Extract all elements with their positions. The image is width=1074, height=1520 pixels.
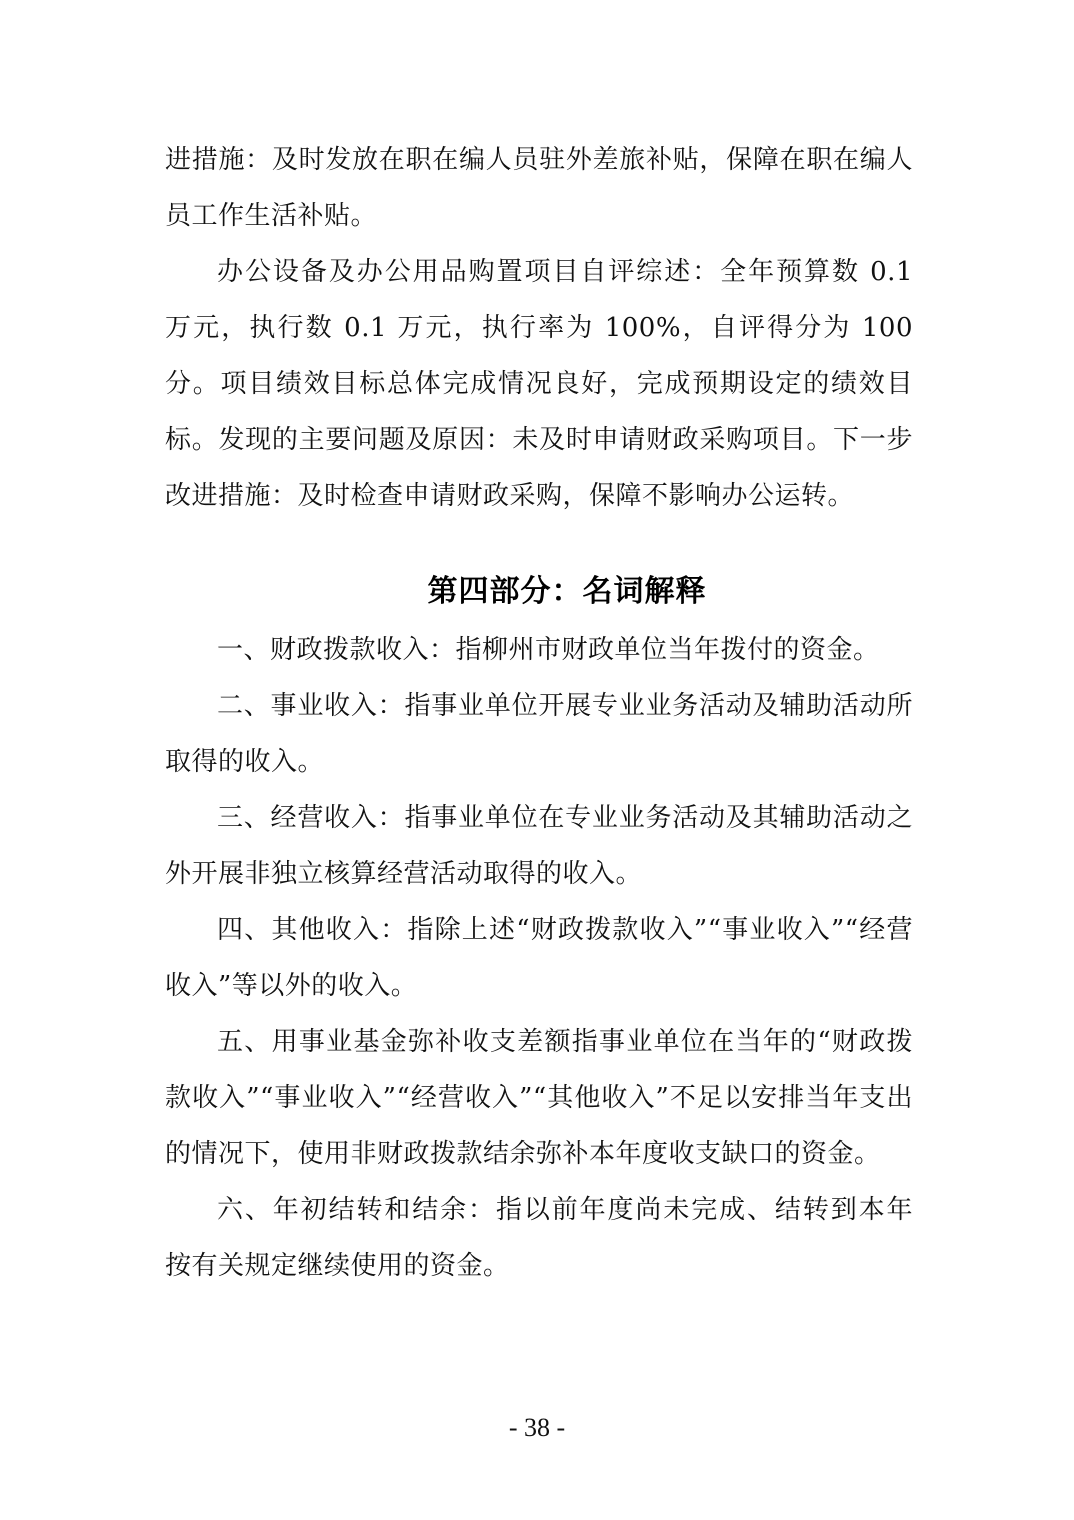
paragraph-continuation: 进措施：及时发放在职在编人员驻外差旅补贴，保障在职在编人员工作生活补贴。 <box>165 145 913 231</box>
definition-item-5: 五、用事业基金弥补收支差额指事业单位在当年的“财政拨款收入”“事业收入”“经营收入”“其他收入”不足以安排当年支出的情况下，使用非财政拨款结余弥补本年度收支缺口的资金。 <box>165 1027 913 1169</box>
definition-item-4: 四、其他收入：指除上述“财政拨款收入”“事业收入”“经营收入”等以外的收入。 <box>165 915 913 1001</box>
definition-item-3: 三、经营收入：指事业单位在专业业务活动及其辅助活动之外开展非独立核算经营活动取得的收入。 <box>165 803 913 889</box>
page-number: - 38 - <box>508 1413 566 1442</box>
page-content <box>165 132 913 1294</box>
paragraph-office-equipment-review: 办公设备及办公用品购置项目自评综述：全年预算数 0.1 万元，执行数 0.1 万元，执行率为 100%，自评得分为 100 分。项目绩效目标总体完成情况良好，完成预期设定的绩效目标。发现的主要问题及原因：未及时申请财政采购项目。下一步改进措施：及时检查申请财政采购，保障不影响办公运转。 <box>165 257 913 511</box>
definition-item-1: 一、财政拨款收入：指柳州市财政单位当年拨付的资金。 <box>217 635 880 665</box>
section-heading: 第四部分：名词解释 <box>427 574 707 609</box>
definition-item-6: 六、年初结转和结余：指以前年度尚未完成、结转到本年 按有关规定继续使用的资金。 <box>165 1195 913 1281</box>
section-spacer <box>165 524 913 562</box>
definition-item-2: 二、事业收入：指事业单位开展专业业务活动及辅助活动所取得的收入。 <box>165 691 913 777</box>
